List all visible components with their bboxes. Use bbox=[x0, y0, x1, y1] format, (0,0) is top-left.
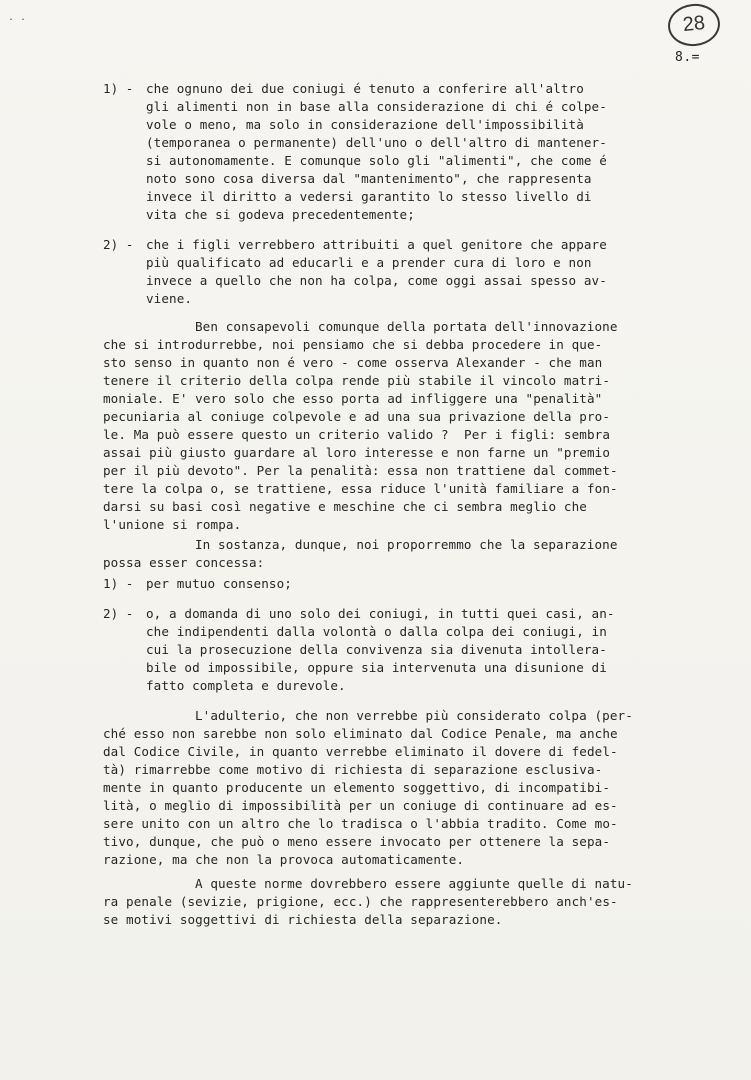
list-item-line: più qualificato ad educarli e a prender cura di loro e non bbox=[146, 255, 592, 270]
paragraph-line: mente in quanto producente un elemento soggettivo, di incompatibi- bbox=[103, 780, 611, 795]
paragraph-line: darsi su basi così negative e meschine che ci sembra meglio che bbox=[103, 499, 587, 514]
list-item-line: noto sono cosa diversa dal "mantenimento", che rappresenta bbox=[146, 171, 592, 186]
paragraph-line: che si introdurrebbe, noi pensiamo che si debba procedere in que- bbox=[103, 337, 603, 352]
list-item-line: vole o meno, ma solo in considerazione dell'impossibilità bbox=[146, 117, 584, 132]
list-item-line: che i figli verrebbero attribuiti a quel genitore che appare bbox=[146, 237, 607, 252]
paragraph-line: se motivi soggettivi di richiesta della separazione. bbox=[103, 912, 503, 927]
paragraph-line: tere la colpa o, se trattiene, essa riduce l'unità familiare a fon- bbox=[103, 481, 618, 496]
paragraph-line: le. Ma può essere questo un criterio valido ? Per i figli: sembra bbox=[103, 427, 611, 442]
paragraph-line: ché esso non sarebbe non solo eliminato dal Codice Penale, ma anche bbox=[103, 726, 618, 741]
paragraph-line: In sostanza, dunque, noi proporremmo che la separazione bbox=[195, 537, 618, 552]
paragraph-line: pecuniaria al coniuge colpevole e ad una sua privazione della pro- bbox=[103, 409, 611, 424]
paragraph-line: tivo, dunque, che può o meno essere invocato per ottenere la sepa- bbox=[103, 834, 611, 849]
paragraph-line: lità, o meglio di impossibilità per un coniuge di continuare ad es- bbox=[103, 798, 618, 813]
list-item-line: si autonomamente. E comunque solo gli "alimenti", che come é bbox=[146, 153, 607, 168]
list-marker: 1) - bbox=[103, 576, 134, 591]
archive-stamp: 28 bbox=[666, 1, 722, 48]
paragraph-line: l'unione si rompa. bbox=[103, 517, 242, 532]
list-item-line: gli alimenti non in base alla considerazione di chi é colpe- bbox=[146, 99, 607, 114]
list-item-line: che indipendenti dalla volontà o dalla colpa dei coniugi, in bbox=[146, 624, 607, 639]
paragraph-line: tenere il criterio della colpa rende più stabile il vincolo matri- bbox=[103, 373, 611, 388]
list-item-line: cui la prosecuzione della convivenza sia divenuta intollera- bbox=[146, 642, 607, 657]
page-number: 8.= bbox=[675, 50, 700, 65]
paragraph-line: dal Codice Civile, in quanto verrebbe eliminato il dovere di fedel- bbox=[103, 744, 618, 759]
paragraph-line: assai più giusto guardare al loro interesse e non farne un "premio bbox=[103, 445, 611, 460]
paragraph-line: sere unito con un altro che lo tradisca o l'abbia tradito. Come mo- bbox=[103, 816, 618, 831]
corner-marks: . . bbox=[8, 12, 27, 23]
list-item-line: invece a quello che non ha colpa, come oggi assai spesso av- bbox=[146, 273, 607, 288]
list-marker: 2) - bbox=[103, 237, 134, 252]
list-item-line: fatto completa e durevole. bbox=[146, 678, 346, 693]
paragraph-line: per il più devoto". Per la penalità: essa non trattiene dal commet- bbox=[103, 463, 618, 478]
paragraph-line: tà) rimarrebbe come motivo di richiesta di separazione esclusiva- bbox=[103, 762, 603, 777]
list-item-line: invece il diritto a vedersi garantito lo stesso livello di bbox=[146, 189, 592, 204]
paragraph-line: sto senso in quanto non é vero - come osserva Alexander - che man bbox=[103, 355, 603, 370]
list-item-line: (temporanea o permanente) dell'uno o dell'altro di mantener- bbox=[146, 135, 607, 150]
paragraph-line: razione, ma che non la provoca automaticamente. bbox=[103, 852, 465, 867]
paragraph-line: moniale. E' vero solo che esso porta ad infliggere una "penalità" bbox=[103, 391, 603, 406]
list-item-line: bile od impossibile, oppure sia intervenuta una disunione di bbox=[146, 660, 607, 675]
paragraph-line: ra penale (sevizie, prigione, ecc.) che rappresenterebbero anch'es- bbox=[103, 894, 618, 909]
paragraph-line: A queste norme dovrebbero essere aggiunte quelle di natu- bbox=[195, 876, 633, 891]
list-item-line: che ognuno dei due coniugi é tenuto a conferire all'altro bbox=[146, 81, 584, 96]
list-item-line: viene. bbox=[146, 291, 193, 306]
list-item-line: vita che si godeva precedentemente; bbox=[146, 207, 415, 222]
list-marker: 1) - bbox=[103, 81, 134, 96]
paragraph-line: Ben consapevoli comunque della portata dell'innovazione bbox=[195, 319, 618, 334]
paragraph-line: L'adulterio, che non verrebbe più considerato colpa (per- bbox=[195, 708, 633, 723]
list-item-line: per mutuo consenso; bbox=[146, 576, 292, 591]
list-marker: 2) - bbox=[103, 606, 134, 621]
list-item-line: o, a domanda di uno solo dei coniugi, in tutti quei casi, an- bbox=[146, 606, 615, 621]
paragraph-line: possa esser concessa: bbox=[103, 555, 265, 570]
